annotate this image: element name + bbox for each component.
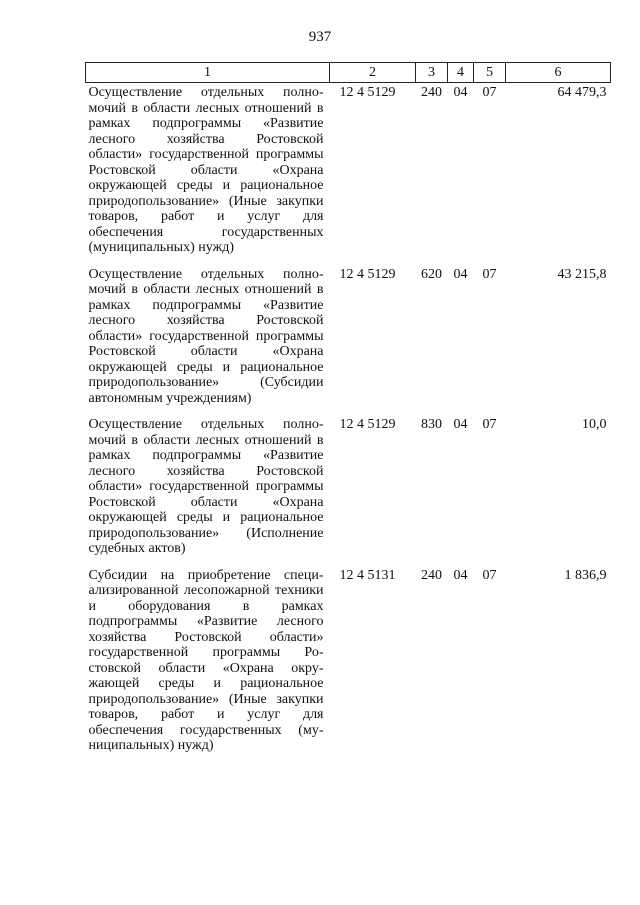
row-target-code: 12 4 5129 — [339, 417, 396, 432]
row-subsection: 07 — [482, 85, 497, 100]
row-expense-type: 240 — [421, 567, 442, 583]
table-row — [86, 566, 611, 763]
table-row — [86, 83, 611, 265]
row-expense-type: 830 — [421, 417, 442, 432]
row-target-code: 12 4 5129 — [339, 85, 396, 100]
row-expense-type: 240 — [421, 85, 442, 100]
row-section: 04 — [453, 85, 468, 100]
row-subsection: 07 — [482, 266, 497, 282]
table-row — [86, 265, 611, 416]
row-amount: 10,0 — [582, 417, 607, 432]
column-header-expense-type: 3 — [416, 63, 448, 83]
column-header-target-code: 2 — [330, 63, 416, 83]
column-header-amount: 6 — [506, 63, 611, 83]
table-row — [86, 415, 611, 566]
row-description: Субсидии на приобретение специализированной лесопожарной техники и оборудования в рамках подпрограммы «Развитие лесного хозяйства Ростовской области» государственной программы Ростовской области «Охрана окружающей среды и рациональное природопользование» (Иные закупки товаров, работ и услуг для обеспечения государственных (муниципальных) нужд) — [88, 567, 324, 753]
column-header-description: 1 — [86, 63, 330, 83]
row-description: Осуществление отдельных полномочий в области лесных отношений в рамках подпрограммы «Развитие лесного хозяйства Ростовской области» государственной программы Ростовской области «Охрана окружающей среды и рациональное природопользование» (Исполнение судебных актов) — [88, 417, 324, 556]
column-header-subsection: 5 — [474, 63, 506, 83]
row-target-code: 12 4 5131 — [339, 567, 396, 583]
row-amount: 64 479,3 — [557, 85, 607, 100]
row-description: Осуществление отдельных полномочий в области лесных отношений в рамках подпрограммы «Развитие лесного хозяйства Ростовской области» государственной программы Ростовской области «Охрана окружающей среды и рациональное природопользование» (Субсидии автономным учреждениям) — [88, 266, 324, 406]
row-subsection: 07 — [482, 417, 497, 432]
row-section: 04 — [453, 567, 468, 583]
row-section: 04 — [453, 417, 468, 432]
budget-table — [85, 62, 611, 763]
row-target-code: 12 4 5129 — [339, 266, 396, 282]
row-amount: 43 215,8 — [557, 266, 607, 282]
row-expense-type: 620 — [421, 266, 442, 282]
row-description: Осуществление отдельных полномочий в области лесных отношений в рамках подпрограммы «Развитие лесного хозяйства Ростовской области» государственной программы Ростовской области «Охрана окружающей среды и рациональное природопользование» (Иные закупки товаров, работ и услуг для обеспечения государственных (муниципальных) нужд) — [88, 85, 324, 255]
column-header-section: 4 — [448, 63, 474, 83]
row-amount: 1 836,9 — [564, 567, 607, 583]
table-header — [86, 63, 611, 83]
page-number: 937 — [308, 29, 332, 45]
row-subsection: 07 — [482, 567, 497, 583]
row-section: 04 — [453, 266, 468, 282]
